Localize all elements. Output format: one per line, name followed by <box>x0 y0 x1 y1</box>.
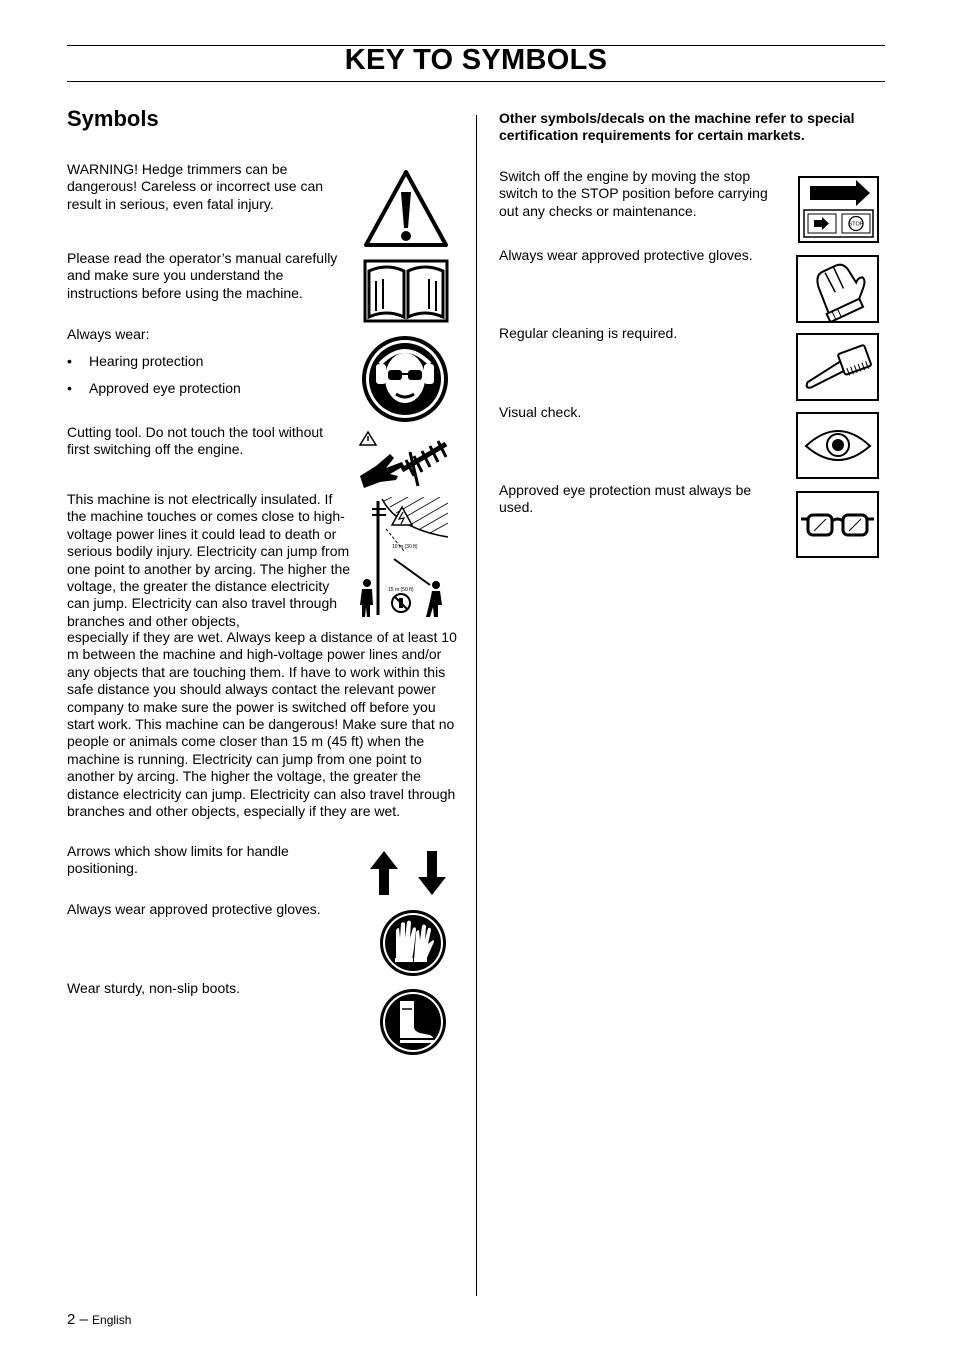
distance-10m-label: 10 m (30 ft) <box>392 544 418 550</box>
electric-intro-text: This machine is not electrically insulated. If the machine touches or comes close to high-voltage power lines it could lead to death or serious bodily injury. Electricity can jump from one point to another by arcing. The higher the voltage, the greater the distance electricity can jump. Electricity can also travel through branches and other objects, <box>67 491 351 629</box>
power-line-distance-icon <box>358 497 450 619</box>
stop-switch-decal <box>798 176 879 243</box>
visual-check-decal <box>796 412 879 479</box>
gloves-text: Always wear approved protective gloves. <box>67 901 321 917</box>
handle-arrows-icon <box>368 849 450 897</box>
eye-protection-text: Approved eye protection must always be used. <box>499 482 752 516</box>
stop-switch-text: Switch off the engine by moving the stop switch to the STOP position before carrying out any checks or maintenance. <box>499 168 768 219</box>
electric-rest-text: especially if they are wet. Always keep a distance of at least 10 m between the machine and high-voltage power lines and/or any objects that are touching them. If have to work within this safe distance you should always contact the relevant power company to make sure the power is switched off before you start work. This machine can be dangerous! Make sure that no people or animals come closer than 15 m (45 ft) when the machine is running. Electricity can jump from one point to another by arcing. The higher the voltage, the greater the distance electricity can jump. Electricity can also travel through branches and other objects, especially if they are wet. <box>67 629 457 820</box>
page-number: 2 – <box>67 1311 88 1328</box>
glove-decal <box>796 255 879 323</box>
other-symbols-heading: Other symbols/decals on the machine refer to special certification requirements for certain markets. <box>499 110 855 144</box>
glasses-icon <box>798 493 877 556</box>
warning-triangle-icon <box>363 168 449 248</box>
arrows-text: Arrows which show limits for handle positioning. <box>67 843 289 877</box>
cutting-tool-hand-icon <box>358 430 450 490</box>
cutting-tool-text: Cutting tool. Do not touch the tool without first switching off the engine. <box>67 424 324 458</box>
footer-language: English <box>92 1313 132 1327</box>
hearing-eye-protection-icon <box>360 334 450 424</box>
page-title: KEY TO SYMBOLS <box>344 44 608 76</box>
header-bottom-rule <box>67 81 885 82</box>
cleaning-decal <box>796 333 879 401</box>
brush-icon <box>798 335 877 399</box>
boots-icon <box>378 987 448 1057</box>
distance-15m-label: 15 m (50 ft) <box>388 587 414 593</box>
eye-protection-decal <box>796 491 879 558</box>
cleaning-text: Regular cleaning is required. <box>499 325 678 341</box>
manual-text: Please read the operator’s manual carefully and make sure you understand the instructions before using the machine. <box>67 250 338 301</box>
always-wear-label: Always wear: <box>67 326 150 342</box>
right-gloves-text: Always wear approved protective gloves. <box>499 247 753 263</box>
visual-check-text: Visual check. <box>499 404 582 420</box>
eye-icon <box>798 414 877 477</box>
bullet-dot: • <box>67 353 72 369</box>
manual-book-icon <box>363 259 449 323</box>
bullet-dot: • <box>67 380 72 396</box>
stop-label: STOP <box>848 221 864 228</box>
page-footer <box>67 1311 131 1328</box>
warning-text: WARNING! Hedge trimmers can be dangerous! Careless or incorrect use can result in serious, even fatal injury. <box>67 161 324 212</box>
glove-icon <box>798 257 877 321</box>
section-title: Symbols <box>67 106 159 131</box>
column-divider <box>476 115 477 1296</box>
gloves-icon <box>378 908 448 978</box>
boots-text: Wear sturdy, non-slip boots. <box>67 980 241 996</box>
stop-switch-icon <box>800 178 877 241</box>
